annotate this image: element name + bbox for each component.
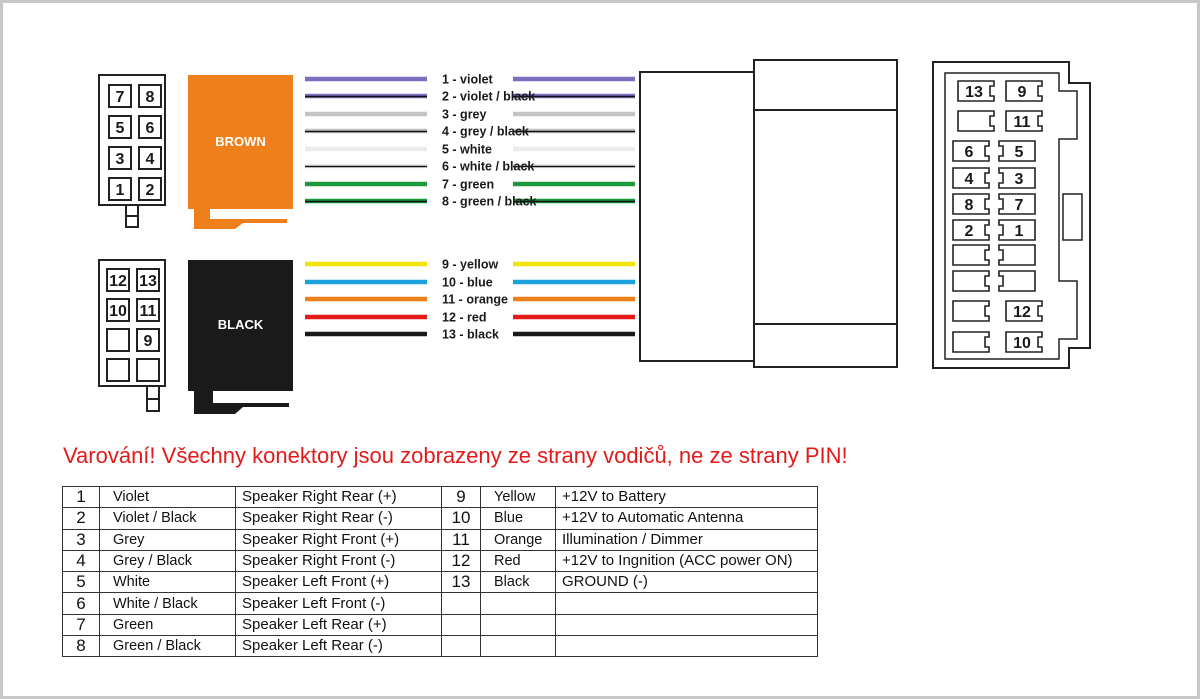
function-cell: Speaker Left Rear (-) (236, 636, 442, 657)
pin-number-cell (442, 636, 481, 657)
iso-pin-number: 12 (1013, 304, 1031, 321)
wire-label: 1 - violet (442, 72, 493, 87)
iso-pin-cell (953, 301, 989, 321)
function-cell: GROUND (-) (556, 572, 818, 593)
function-cell: Speaker Right Rear (+) (236, 487, 442, 508)
black-connector-cell (137, 329, 159, 351)
iso-pin-number: 8 (964, 197, 974, 214)
iso-pin-number: 10 (1013, 335, 1031, 352)
wire (305, 258, 635, 272)
iso-pin-cell (953, 332, 989, 352)
iso-pin-number: 4 (964, 171, 974, 188)
brown-plug (188, 75, 293, 229)
iso-pin-number: 2 (964, 223, 974, 240)
brown-connector-pin-number: 6 (145, 120, 155, 137)
brown-connector-pin-number: 1 (115, 182, 125, 199)
wire-color-cell: Blue (481, 508, 556, 529)
pin-number-cell: 11 (442, 529, 481, 550)
wire-label: 2 - violet / black (442, 89, 536, 104)
function-cell: Speaker Right Front (+) (236, 529, 442, 550)
iso-pin-cell (953, 194, 989, 214)
function-cell: +12V to Ingnition (ACC power ON) (556, 550, 818, 571)
wire-group (305, 73, 635, 342)
black-connector-cell (107, 329, 129, 351)
pinout-table (62, 486, 818, 657)
iso-pin-number: 7 (1014, 197, 1024, 214)
wire (305, 276, 635, 290)
pin-number-cell: 9 (442, 487, 481, 508)
brown-connector-cell (109, 178, 131, 200)
wire (305, 90, 635, 104)
pin-number-cell: 6 (63, 593, 100, 614)
black-connector-face (99, 260, 165, 411)
function-cell: Illumination / Dimmer (556, 529, 818, 550)
iso-connector-face (933, 62, 1090, 368)
iso-pin-cell (958, 111, 994, 131)
function-cell: Speaker Left Rear (+) (236, 614, 442, 635)
black-connector-cell (137, 299, 159, 321)
black-connector-cell (137, 359, 159, 381)
wire (305, 143, 635, 157)
iso-pin-number: 9 (1017, 84, 1027, 101)
black-connector-pin-number: 11 (139, 303, 157, 320)
brown-connector-pin-number: 7 (115, 89, 125, 106)
brown-connector-cell (139, 178, 161, 200)
wire-color-cell: Black (481, 572, 556, 593)
brown-connector-pin-number: 5 (115, 120, 125, 137)
pin-number-cell: 2 (63, 508, 100, 529)
wire-color-cell: Grey (100, 529, 236, 550)
brown-connector-pin-number: 8 (145, 89, 155, 106)
iso-pin-cell (999, 194, 1035, 214)
black-connector-cell (107, 299, 129, 321)
function-cell: Speaker Right Front (-) (236, 550, 442, 571)
warning-text: Varování! Všechny konektory jsou zobrazeny ze strany vodičů, ne ze strany PIN! (63, 443, 848, 468)
brown-connector-pin-number: 4 (145, 151, 155, 168)
iso-pin-cell (953, 271, 989, 291)
wire-color-cell: Grey / Black (100, 550, 236, 571)
brown-connector-cell (109, 147, 131, 169)
wire-color-cell (481, 614, 556, 635)
wire (305, 293, 635, 307)
table-row (63, 529, 818, 550)
wire-color-cell: Yellow (481, 487, 556, 508)
pin-number-cell: 8 (63, 636, 100, 657)
wire (305, 73, 635, 87)
wire-color-cell (481, 593, 556, 614)
iso-pin-cell (999, 168, 1035, 188)
wire (305, 108, 635, 122)
pin-number-cell: 13 (442, 572, 481, 593)
wire-label: 9 - yellow (442, 257, 499, 272)
table-row (63, 636, 818, 657)
function-cell: Speaker Left Front (+) (236, 572, 442, 593)
wire-color-cell: Violet / Black (100, 508, 236, 529)
black-plug-label: BLACK (217, 317, 264, 332)
brown-connector-cell (139, 85, 161, 107)
wire-color-cell: Red (481, 550, 556, 571)
pin-number-cell: 1 (63, 487, 100, 508)
wire-label: 10 - blue (442, 275, 493, 290)
iso-pin-cell (999, 141, 1035, 161)
wire-color-cell: Green / Black (100, 636, 236, 657)
table-row (63, 550, 818, 571)
iso-pin-cell (953, 141, 989, 161)
iso-pin-number: 6 (964, 144, 974, 161)
wire-color-cell: White (100, 572, 236, 593)
function-cell: +12V to Battery (556, 487, 818, 508)
wire (305, 160, 635, 174)
table-row (63, 508, 818, 529)
pin-number-cell (442, 614, 481, 635)
wire-label: 4 - grey / black (442, 124, 529, 139)
wire-label: 11 - orange (442, 292, 508, 307)
iso-pin-cell (953, 220, 989, 240)
brown-connector-cell (109, 116, 131, 138)
wire (305, 328, 635, 342)
wire-color-cell (481, 636, 556, 657)
iso-pin-cell (958, 81, 994, 101)
black-connector-pin-number: 9 (143, 333, 153, 350)
brown-plug-label: BROWN (215, 134, 266, 149)
wire-label: 3 - grey (442, 107, 487, 122)
black-connector-cell (107, 359, 129, 381)
function-cell (556, 593, 818, 614)
wire-label: 6 - white / black (442, 159, 535, 174)
wire-color-cell: Orange (481, 529, 556, 550)
wire-color-cell: Violet (100, 487, 236, 508)
black-connector-pin-number: 12 (109, 273, 127, 290)
iso-housing (640, 60, 897, 367)
pin-number-cell: 7 (63, 614, 100, 635)
pin-number-cell: 5 (63, 572, 100, 593)
black-connector-pin-number: 10 (109, 303, 127, 320)
function-cell (556, 636, 818, 657)
black-connector-cell (107, 269, 129, 291)
pin-number-cell: 4 (63, 550, 100, 571)
iso-pin-cell (999, 220, 1035, 240)
pin-number-cell: 3 (63, 529, 100, 550)
pin-number-cell (442, 593, 481, 614)
iso-pin-cell (999, 271, 1035, 291)
function-cell: Speaker Right Rear (-) (236, 508, 442, 529)
wire-label: 13 - black (442, 327, 499, 342)
table-row (63, 614, 818, 635)
wire-label: 7 - green (442, 177, 495, 192)
wire (305, 311, 635, 325)
iso-pin-cell (1006, 301, 1042, 321)
iso-pin-number: 3 (1014, 171, 1024, 188)
wire (305, 125, 635, 139)
iso-pin-number: 13 (965, 84, 983, 101)
iso-pin-cell (953, 245, 989, 265)
wire-label: 12 - red (442, 310, 487, 325)
iso-pin-cell (953, 168, 989, 188)
wire (305, 178, 635, 192)
brown-connector-face (99, 75, 165, 227)
wire-label: 5 - white (442, 142, 493, 157)
table-row (63, 572, 818, 593)
pin-number-cell: 12 (442, 550, 481, 571)
brown-connector-cell (139, 147, 161, 169)
table-row (63, 593, 818, 614)
table-row (63, 487, 818, 508)
pin-number-cell: 10 (442, 508, 481, 529)
brown-connector-cell (109, 85, 131, 107)
brown-connector-cell (139, 116, 161, 138)
function-cell: +12V to Automatic Antenna (556, 508, 818, 529)
black-plug (188, 260, 293, 414)
wire-label: 8 - green / black (442, 194, 537, 209)
iso-pin-cell (1006, 81, 1042, 101)
brown-connector-pin-number: 3 (115, 151, 125, 168)
wire-color-cell: Green (100, 614, 236, 635)
wire-color-cell: White / Black (100, 593, 236, 614)
iso-pin-cell (999, 245, 1035, 265)
black-connector-cell (137, 269, 159, 291)
iso-pin-cell (1006, 111, 1042, 131)
iso-pin-number: 5 (1014, 144, 1024, 161)
iso-pin-number: 1 (1014, 223, 1024, 240)
iso-pin-cell (1006, 332, 1042, 352)
function-cell: Speaker Left Front (-) (236, 593, 442, 614)
iso-pin-number: 11 (1013, 114, 1031, 131)
wire (305, 195, 635, 209)
function-cell (556, 614, 818, 635)
wiring-diagram (3, 3, 1197, 433)
brown-connector-pin-number: 2 (145, 182, 155, 199)
black-connector-pin-number: 13 (139, 273, 157, 290)
